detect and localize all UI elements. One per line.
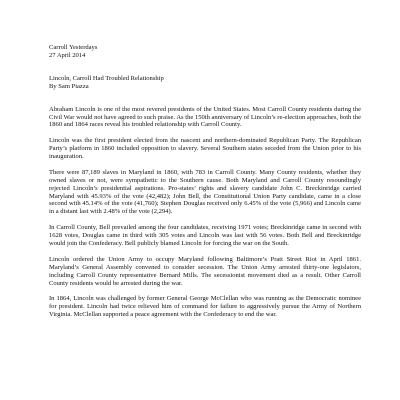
publication-name: Carroll Yesterdays (49, 44, 98, 51)
paragraph-5: Lincoln ordered the Union Army to occupy Maryland following Baltimore’s Pratt Street Riot in April 1861. Maryland’s General Assembly convened to consider secession. The Union Army arrested thirty-one legislators, including Carroll County representative Bernard Mills. The secessionist movement died as a result. Other Carroll County residents would be arrested during the war. (49, 255, 361, 287)
paragraph-6: In 1864, Lincoln was challenged by former General George McClellan who was running as the Democratic nominee for president. Lincoln had twice relieved him of command for failure to aggressively pursue the Army of Northern Virginia. McClellan supported a peace agreement with the Confederacy to end the war. (49, 295, 361, 319)
article-body (49, 44, 361, 327)
publication-date: 27 April 2014 (49, 51, 86, 59)
spacer (49, 91, 361, 106)
spacer (49, 60, 361, 75)
paragraph-4: In Carroll County, Bell prevailed among the four candidates, receiving 1971 votes; Breckinridge came in second with 1628 votes, Douglas came in third with 305 votes and Lincoln was last with 56 votes. Both Bell and Breckinridge would join the Confederacy. Bell publicly blamed Lincoln for forcing the war on the South. (49, 224, 361, 247)
paragraph-2: Lincoln was the first president elected from the nascent and northern-dominated Republican Party. The Republican Party’s platform in 1860 included opposition to slavery. Several Southern states seceded from the Union prior to his inauguration. (49, 137, 361, 161)
paragraph-3: There were 87,189 slaves in Maryland in 1860, with 783 in Carroll County. Many County residents, whether they owned slaves or not, were sympathetic to the Southern cause. Both Maryland and Carroll County resoundingly rejected Lincoln’s presidential aspirations. Pro-states’ rights and slavery candidate John C. Breckinridge carried Maryland with 45.93% of the vote (42,482); John Bell, the Constitutional Union Party candidate, came in a close second with 45.14% of the vote (41,760); Stephen Douglas received only 6.45% of the vote (5,966) and Lincoln came in a distant last with 2.48% of the vote (2,294). (49, 168, 361, 216)
paragraph-1: Abraham Lincoln is one of the most revered presidents of the United States. Most Carroll County residents during the Civil War would not have agreed to such praise. As the 150th anniversary of Lincoln’s re-election approaches, both the 1860 and 1864 races reveal his troubled relationship with Carroll County. (49, 105, 361, 129)
article-title: Lincoln, Carroll Had Troubled Relationship (49, 74, 164, 82)
article-byline: By Sam Piazza (49, 82, 89, 90)
